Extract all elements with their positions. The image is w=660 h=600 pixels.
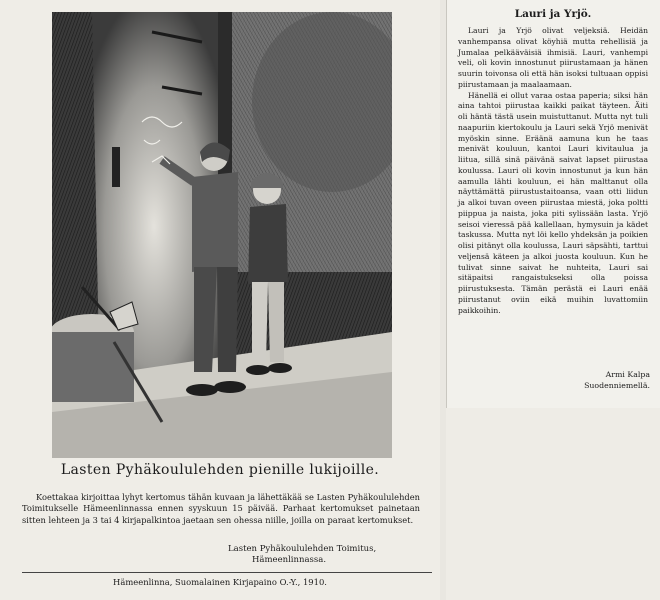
story-paragraph-2: Hänellä ei ollut varaa ostaa paperia; siksi hän aina tahtoi piirustaa kaikki paikat täyteen. Äiti oli häntä tästä usein muistuttanut. Mutta nyt tuli naapuriin kiertokoulu ja Lauri sekä Yrjö menivät myöskin sinne. Eräänä aamuna kun he taas menivät kouluun, kantoi Lauri kivitaulua ja liitua, sillä sinä päivänä saivat lapset piirustaa koulussa. Lauri oli kovin innostunut ja kun hän aamulla lähti kouluun, ei hän malttanut olla näyttämättä piirustustaitoansa, vaan otti liidun ja alkoi tuvan oveen piirustaa miestä, joka poltti piippua ja naista, joka piti sylissään lasta. Yrjö seisoi vieressä pää kallellaan, hymysuin ja kädet taskussa. Mutta nyt löi kello yhdeksän ja poikien olisi pitänyt olla koulussa, Lauri säpsähti, tarttui veljensä käteen ja alkoi juosta kouluun. Kun he tulivat sinne saivat he nuhteita, Lauri sai sitäpaitsi rangaistukseksi olla poissa piirustuksesta. Tämän perästä ei Lauri enää piirustanut oviin eikä muihin luvattomiin paikkoihin.: [458, 90, 648, 315]
editorial-signature: [228, 544, 428, 566]
signature-line-1: Lasten Pyhäkoululehden Toimitus,: [228, 544, 377, 554]
engraving-illustration: [52, 12, 392, 458]
author-name: Armi Kalpa: [605, 370, 650, 379]
story-title: Lauri ja Yrjö.: [514, 8, 592, 20]
illustration-caption: Lasten Pyhäkoululehden pienille lukijoille.: [60, 462, 380, 478]
footer-rule: [22, 572, 432, 573]
printer-footer: Hämeenlinna, Suomalainen Kirjapaino O.-Y., 1910.: [113, 577, 327, 587]
story-paragraph-1: Lauri ja Yrjö olivat veljeksiä. Heidän vanhempansa olivat köyhiä mutta rehellisiä ja Jumalaa pelkääväisiä ihmisiä. Lauri, vanhempi veli, oli kovin innostunut piirustamaan ja hänen suurin toivonsa oli että hän isoksi tultuaan oppisi piirustamaan ja maalaamaan.: [458, 26, 648, 89]
story-author: [446, 370, 650, 391]
instructions-paragraph: Koettakaa kirjoittaa lyhyt kertomus tähän kuvaan ja lähettäkää se Lasten Pyhäkoululehden Toimitukselle Hämeenlinnassa ennen syyskuun 15 päivää. Parhaat kertomukset painetaan sitten lehteen ja 3 tai 4 kirjapalkintoa jaetaan sen ohessa niille, joilla on paraat kertomukset.: [22, 492, 420, 525]
contest-instructions: [22, 492, 420, 526]
story-body: [458, 26, 648, 316]
signature-line-2: Hämeenlinnassa.: [252, 555, 327, 565]
author-place: Suodenniemellä.: [584, 380, 650, 390]
right-page-lower-area: [446, 408, 660, 600]
